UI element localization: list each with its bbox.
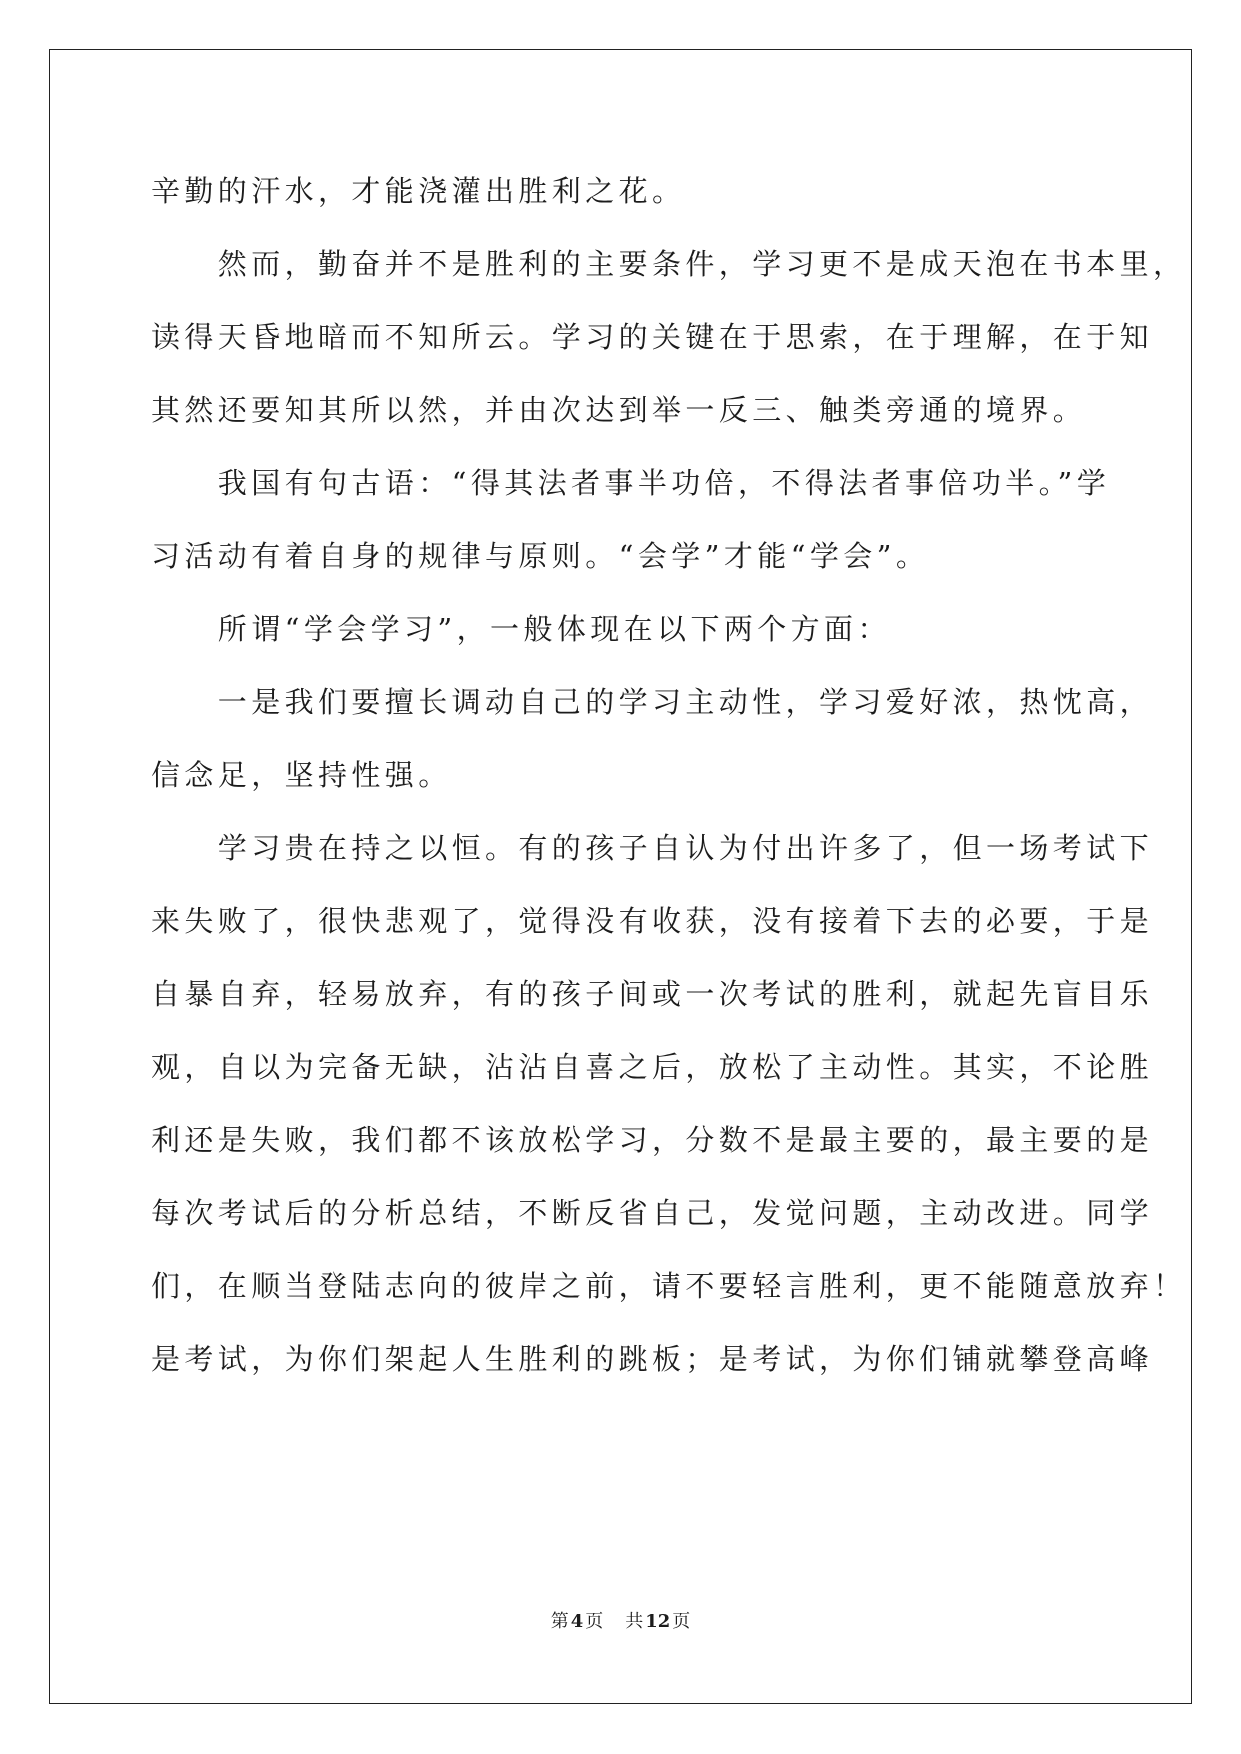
page-label-unit: 页 — [585, 1611, 604, 1632]
text-line: 然而，勤奋并不是胜利的主要条件，学习更不是成天泡在书本里， — [151, 247, 1187, 281]
total-label-prefix: 共 — [625, 1611, 644, 1632]
text-line: 一是我们要擅长调动自己的学习主动性，学习爱好浓，热忱高， — [151, 685, 1154, 719]
text-line: 来失败了，很快悲观了，觉得没有收获，没有接着下去的必要，于是 — [151, 904, 1154, 938]
text-line: 读得天昏地暗而不知所云。学习的关键在于思索，在于理解，在于知 — [151, 320, 1154, 354]
text-line: 习活动有着自身的规律与原则。“会学”才能“学会”。 — [151, 539, 930, 573]
text-line: 们，在顺当登陆志向的彼岸之前，请不要轻言胜利，更不能随意放弃！ — [151, 1269, 1187, 1303]
text-line: 学习贵在持之以恒。有的孩子自认为付出许多了，但一场考试下 — [151, 831, 1154, 865]
total-label-unit: 页 — [672, 1611, 691, 1632]
text-line: 是考试，为你们架起人生胜利的跳板；是考试，为你们铺就攀登高峰 — [151, 1342, 1154, 1376]
page-border — [49, 49, 1192, 1704]
text-line: 我国有句古语：“得其法者事半功倍，不得法者事倍功半。”学 — [151, 466, 1111, 500]
total-pages: 12 — [645, 1611, 671, 1632]
page-footer — [0, 1610, 1241, 1634]
text-line: 所谓“学会学习”，一般体现在以下两个方面： — [151, 612, 891, 646]
text-line: 辛勤的汗水，才能浇灌出胜利之花。 — [151, 174, 686, 208]
page-label-prefix: 第 — [550, 1611, 569, 1632]
page-number: 4 — [570, 1611, 584, 1632]
text-line: 信念足，坚持性强。 — [151, 758, 452, 792]
text-line: 每次考试后的分析总结，不断反省自己，发觉问题，主动改进。同学 — [151, 1196, 1154, 1230]
text-line: 观，自以为完备无缺，沾沾自喜之后，放松了主动性。其实，不论胜 — [151, 1050, 1154, 1084]
text-line: 自暴自弃，轻易放弃，有的孩子间或一次考试的胜利，就起先盲目乐 — [151, 977, 1154, 1011]
text-line: 其然还要知其所以然，并由次达到举一反三、触类旁通的境界。 — [151, 393, 1087, 427]
text-line: 利还是失败，我们都不该放松学习，分数不是最主要的，最主要的是 — [151, 1123, 1154, 1157]
